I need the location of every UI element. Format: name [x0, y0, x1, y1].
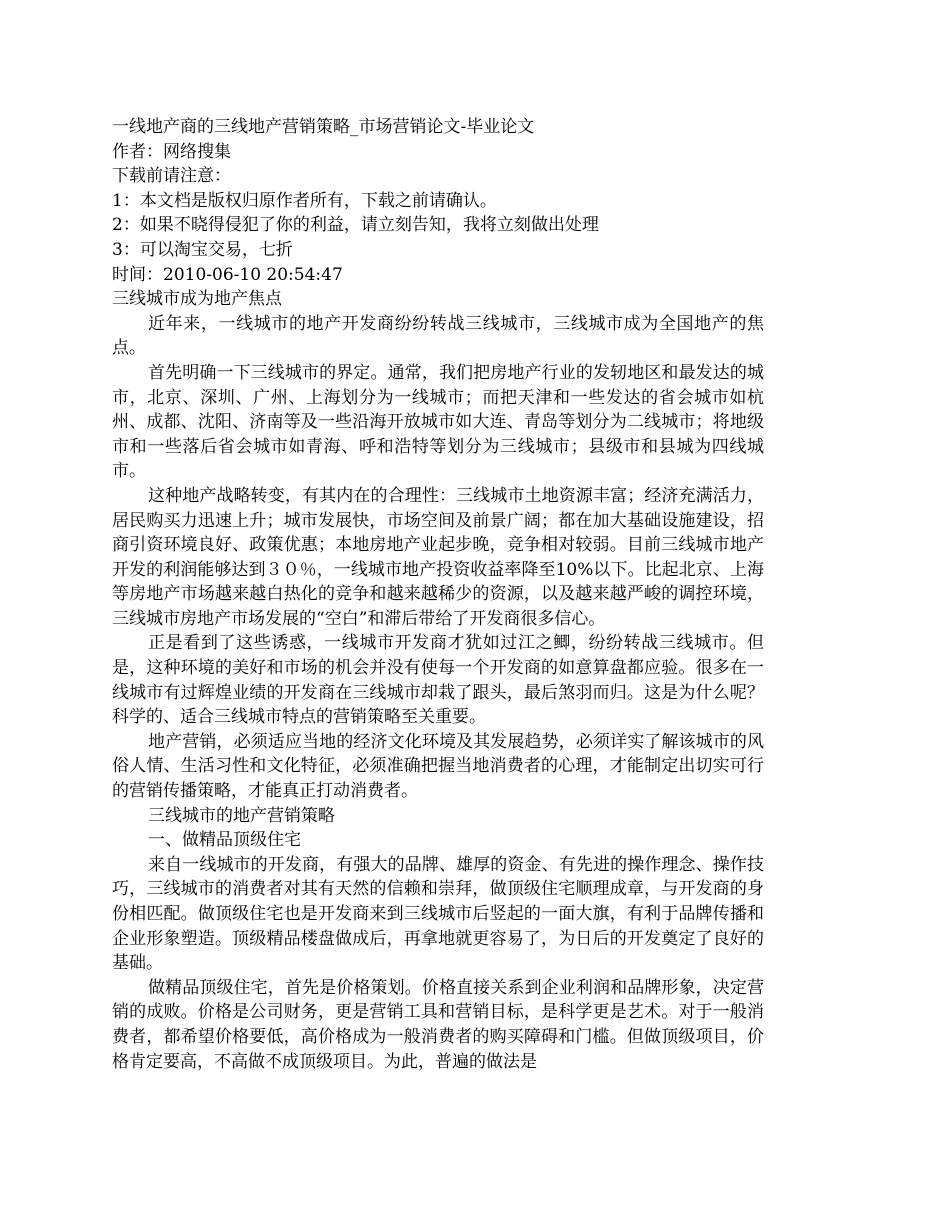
notice-item: 3：可以淘宝交易，七折: [112, 239, 293, 260]
body-paragraph: 地产营销，必须适应当地的经济文化环境及其发展趋势，必须详实了解该城市的风俗人情、生活习性和文化特征，必须准确把握当地消费者的心理，才能制定出切实可行的营销传播策略，才能真正打动消费者。: [112, 731, 764, 802]
body-paragraph: 近年来，一线城市的地产开发商纷纷转战三线城市，三线城市成为全国地产的焦点。: [112, 313, 764, 359]
body-paragraph: 首先明确一下三线城市的界定。通常，我们把房地产行业的发轫地区和最发达的城市，北京、深圳、广州、上海划分为一线城市；而把天津和一些发达的省会城市如杭州、成都、沈阳、济南等及一些沿海开放城市如大连、青岛等划分为二线城市；将地级市和一些落后省会城市如青海、呼和浩特等划分为三线城市；县级市和县城为四线城市。: [112, 362, 764, 482]
author-line: 作者：网络搜集: [112, 141, 231, 162]
document-page: [112, 115, 764, 1074]
notice-header: 下载前请注意：: [112, 166, 231, 187]
notice-item: 2：如果不晓得侵犯了你的利益，请立刻告知，我将立刻做出处理: [112, 215, 599, 236]
subheading-numbered: 一、做精品顶级住宅: [148, 830, 301, 851]
body-paragraph: 正是看到了这些诱惑，一线城市开发商才犹如过江之鲫，纷纷转战三线城市。但是，这种环境的美好和市场的机会并没有使每一个开发商的如意算盘都应验。很多在一线城市有过辉煌业绩的开发商在三线城市却栽了跟头，最后煞羽而归。这是为什么呢？ 科学的、适合三线城市特点的营销策略至关重要。: [112, 633, 764, 728]
body-paragraph: 来自一线城市的开发商，有强大的品牌、雄厚的资金、有先进的操作理念、操作技巧，三线城市的消费者对其有天然的信赖和崇拜，做顶级住宅顺理成章，与开发商的身份相匹配。做顶级住宅也是开发商来到三线城市后竖起的一面大旗，有利于品牌传播和企业形象塑造。顶级精品楼盘做成后，再拿地就更容易了，为日后的开发奠定了良好的基础。: [112, 854, 764, 974]
body-paragraph: 做精品顶级住宅，首先是价格策划。价格直接关系到企业利润和品牌形象，决定营销的成败。价格是公司财务，更是营销工具和营销目标，是科学更是艺术。对于一般消费者，都希望价格要低，高价格成为一般消费者的购买障碍和门槛。但做顶级项目，价格肯定要高，不高做不成顶级项目。为此，普遍的做法是: [112, 977, 764, 1072]
subheading: 三线城市的地产营销策略: [148, 805, 335, 826]
document-title: 一线地产商的三线地产营销策略_市场营销论文-毕业论文: [112, 117, 535, 137]
notice-item: 1：本文档是版权归原作者所有，下载之前请确认。: [112, 190, 497, 211]
timestamp: 时间：2010-06-10 20:54:47: [112, 264, 343, 285]
section-title: 三线城市成为地产焦点: [112, 289, 282, 310]
body-paragraph: 这种地产战略转变，有其内在的合理性：三线城市土地资源丰富；经济充满活力，居民购买力迅速上升；城市发展快，市场空间及前景广阔；都在加大基础设施建设，招商引资环境良好、政策优惠；本地房地产业起步晚，竞争相对较弱。目前三线城市地产开发的利润能够达到３０％，一线城市地产投资收益率降至10%以下。比起北京、上海等房地产市场越来越白热化的竞争和越来越稀少的资源，以及越来越严峻的调控环境，三线城市房地产市场发展的“空白”和滞后带给了开发商很多信心。: [112, 485, 764, 629]
